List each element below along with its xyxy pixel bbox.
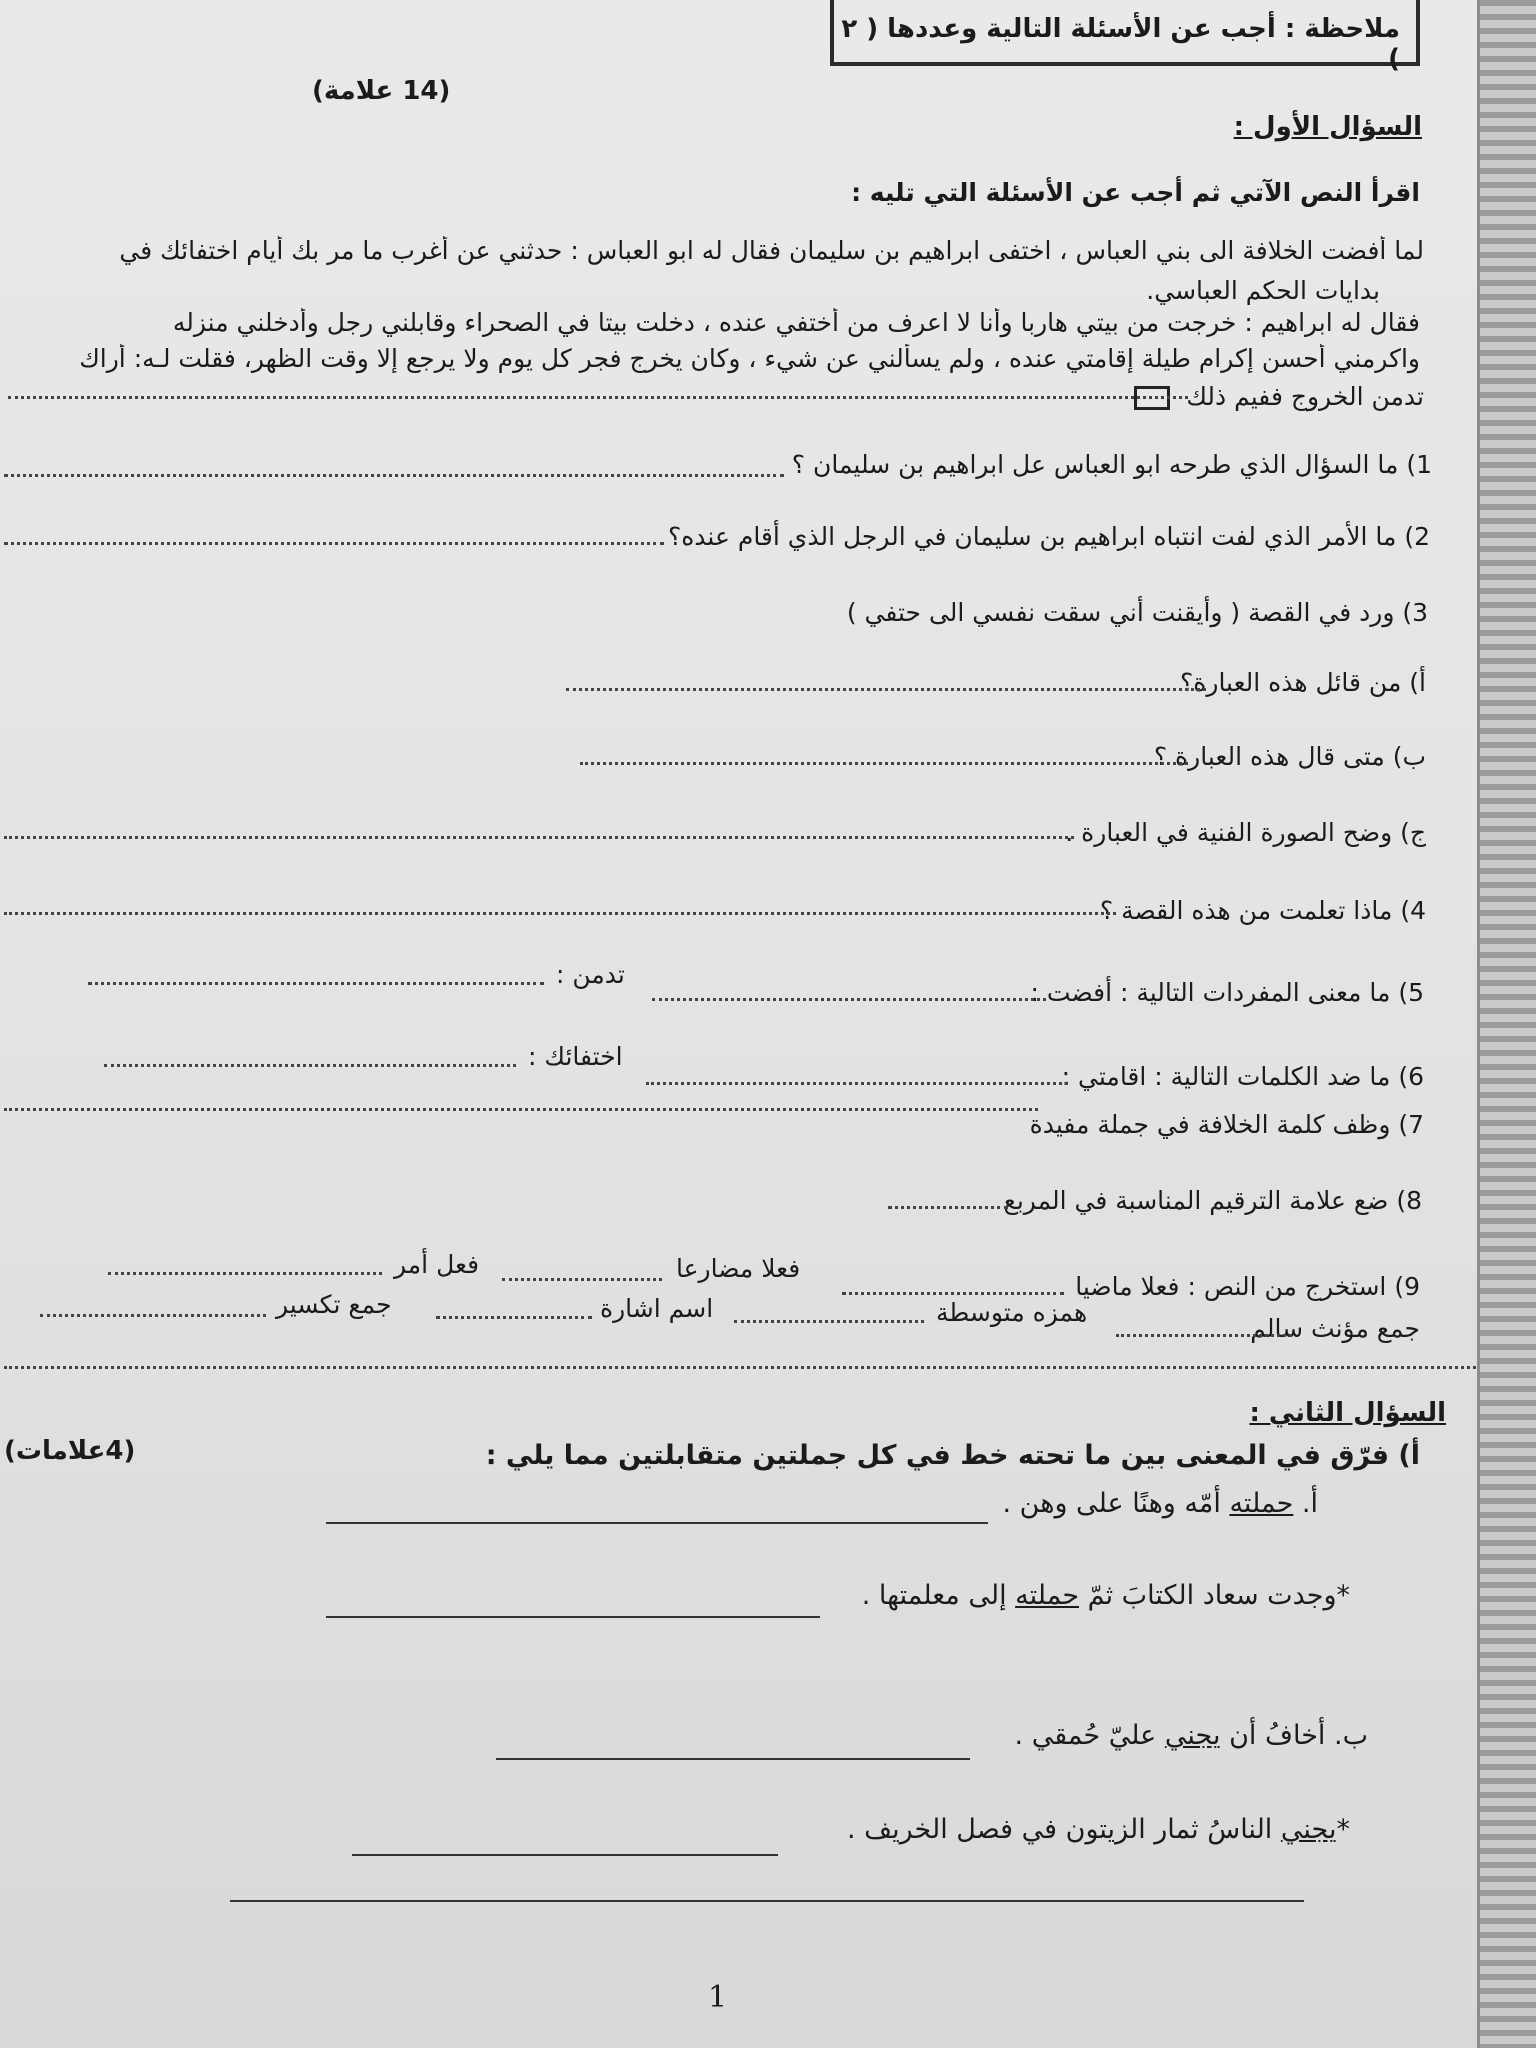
answer-line-8[interactable] (888, 1206, 1008, 1209)
question-6: 6) ما ضد الكلمات التالية : اقامتي : (1061, 1062, 1424, 1091)
question-7: 7) وظف كلمة الخلافة في جملة مفيدة (1029, 1110, 1424, 1139)
answer-line-9g[interactable] (40, 1314, 266, 1317)
answer-line-q2-1[interactable] (326, 1522, 988, 1524)
answer-line-q2-3[interactable] (496, 1758, 970, 1760)
answer-line-9a[interactable] (842, 1292, 1064, 1295)
answer-line-6b[interactable] (104, 1064, 516, 1067)
question-3: 3) ورد في القصة ( وأيقنت أني سقت نفسي الى حتفي ) (846, 598, 1428, 627)
q2-title: السؤال الثاني : (1249, 1398, 1446, 1428)
answer-line-4[interactable] (4, 912, 1116, 915)
note-text: ملاحظة : أجب عن الأسئلة التالية وعددها ( ٢ ) (841, 14, 1400, 74)
q2-item-3 (1015, 1720, 1368, 1752)
question-6-b-label: اختفائك : (528, 1042, 623, 1071)
answer-line-2[interactable] (4, 542, 664, 545)
page-number: 1 (708, 1980, 728, 2015)
q2-item-4 (847, 1814, 1350, 1846)
q2-item-4-rest: الناسُ ثمار الزيتون في فصل الخريف . (847, 1814, 1281, 1845)
q2-item-3-rest: عليّ حُمقي . (1014, 1720, 1165, 1751)
answer-line[interactable] (8, 396, 1188, 399)
q2-item-4-prefix: * (1336, 1814, 1350, 1845)
answer-line-6a[interactable] (646, 1082, 1068, 1085)
q2-item-3-underlined: يجني (1164, 1720, 1221, 1751)
q2-instruction: أ) فرّق في المعنى بين ما تحته خط في كل جملتين متقابلتين مما يلي : (485, 1440, 1420, 1471)
question-3b: ب) متى قال هذه العبارة ؟ (1153, 742, 1426, 771)
q2-item-1-underlined: حملته (1229, 1488, 1294, 1519)
question-5-b-label: تدمن : (556, 960, 625, 989)
question-4: 4) ماذا تعلمت من هذه القصة ؟ (1099, 896, 1426, 925)
q2-marks: (4علامات) (4, 1436, 136, 1466)
answer-line-q2-5[interactable] (230, 1900, 1304, 1902)
passage-line-5-text: تدمن الخروج ففيم ذلك (1186, 382, 1424, 411)
q2-item-2-underlined: حملته (1015, 1580, 1080, 1611)
notebook-binding (1477, 0, 1536, 2048)
q2-item-4-underlined: يجني (1280, 1814, 1337, 1845)
question-3c: ج) وضح الصورة الفنية في العبارة . (1065, 818, 1426, 847)
answer-line-3a[interactable] (566, 688, 1206, 691)
q9-present-verb: فعلا مضارعا (676, 1254, 801, 1283)
answer-line-6c[interactable] (4, 1108, 1038, 1111)
passage-line-3: فقال له ابراهيم : خرجت من بيتي هاربا وأنا لا اعرف من أختفي عنده ، دخلت بيتا في الصحراء وقابلني رجل وأدخلني منزله (172, 308, 1420, 337)
passage-line-4: واكرمني أحسن إكرام طيلة إقامتي عنده ، ولم يسألني عن شيء ، وكان يخرج فجر كل يوم ولا يرجع إلا وقت الظهر، فقلت لـه: أراك (79, 344, 1420, 373)
q9-middle-hamza: همزه متوسطة (936, 1298, 1088, 1327)
answer-line-5b[interactable] (88, 982, 544, 985)
answer-line-3c[interactable] (4, 836, 1074, 839)
question-8: 8) ضع علامة الترقيم المناسبة في المربع (1003, 1186, 1422, 1215)
q2-item-1-prefix: أ. (1293, 1488, 1318, 1519)
question-9: 9) استخرج من النص : فعلا ماضيا (1075, 1272, 1420, 1301)
q2-item-2-rest: إلى معلمتها . (861, 1580, 1016, 1611)
answer-line-5a[interactable] (652, 998, 1046, 1001)
q1-instruction: اقرأ النص الآتي ثم أجب عن الأسئلة التي تليه : (851, 178, 1420, 207)
question-2: 2) ما الأمر الذي لفت انتباه ابراهيم بن سليمان في الرجل الذي أقام عنده؟ (667, 522, 1430, 551)
q2-item-2-prefix: *وجدت سعاد الكتابَ ثمّ (1079, 1580, 1350, 1611)
question-5: 5) ما معنى المفردات التالية : أفضت : (1030, 978, 1424, 1007)
q2-item-1-rest: أمّه وهنًا على وهن . (1002, 1488, 1230, 1519)
q2-item-2 (862, 1580, 1350, 1612)
section-divider (4, 1366, 1480, 1369)
note-box (830, 0, 1420, 74)
answer-line-9e[interactable] (734, 1320, 924, 1323)
answer-line-9f[interactable] (436, 1316, 592, 1319)
passage-line-1: لما أفضت الخلافة الى بني العباس ، اختفى ابراهيم بن سليمان فقال له ابو العباس : حدثني عن أغرب ما مر بك أيام اختفائك في (119, 236, 1424, 265)
answer-line-q2-4[interactable] (352, 1854, 778, 1856)
q9-imperative: فعل أمر (394, 1250, 480, 1279)
answer-line-9b[interactable] (502, 1278, 662, 1281)
q1-marks: (14 علامة) (312, 76, 451, 106)
q9-fem-plural: جمع مؤنث سالم (1250, 1314, 1420, 1343)
passage-line-2: بدايات الحكم العباسي. (1146, 276, 1380, 305)
q9-demonstrative: اسم اشارة (600, 1294, 714, 1323)
answer-line-9d[interactable] (1116, 1334, 1292, 1337)
answer-line-3b[interactable] (580, 762, 1188, 765)
q2-item-3-prefix: ب. أخافُ أن (1220, 1720, 1368, 1751)
q1-title: السؤال الأول : (1233, 112, 1422, 142)
answer-line-9c[interactable] (108, 1272, 382, 1275)
q9-broken-plural: جمع تكسير (276, 1290, 392, 1319)
question-1: 1) ما السؤال الذي طرحه ابو العباس عل ابراهيم بن سليمان ؟ (791, 450, 1432, 479)
question-3a: أ) من قائل هذه العبارة؟ (1180, 668, 1426, 697)
q2-item-1 (1002, 1488, 1318, 1520)
answer-line-1[interactable] (4, 474, 784, 477)
answer-line-q2-2[interactable] (326, 1616, 820, 1618)
